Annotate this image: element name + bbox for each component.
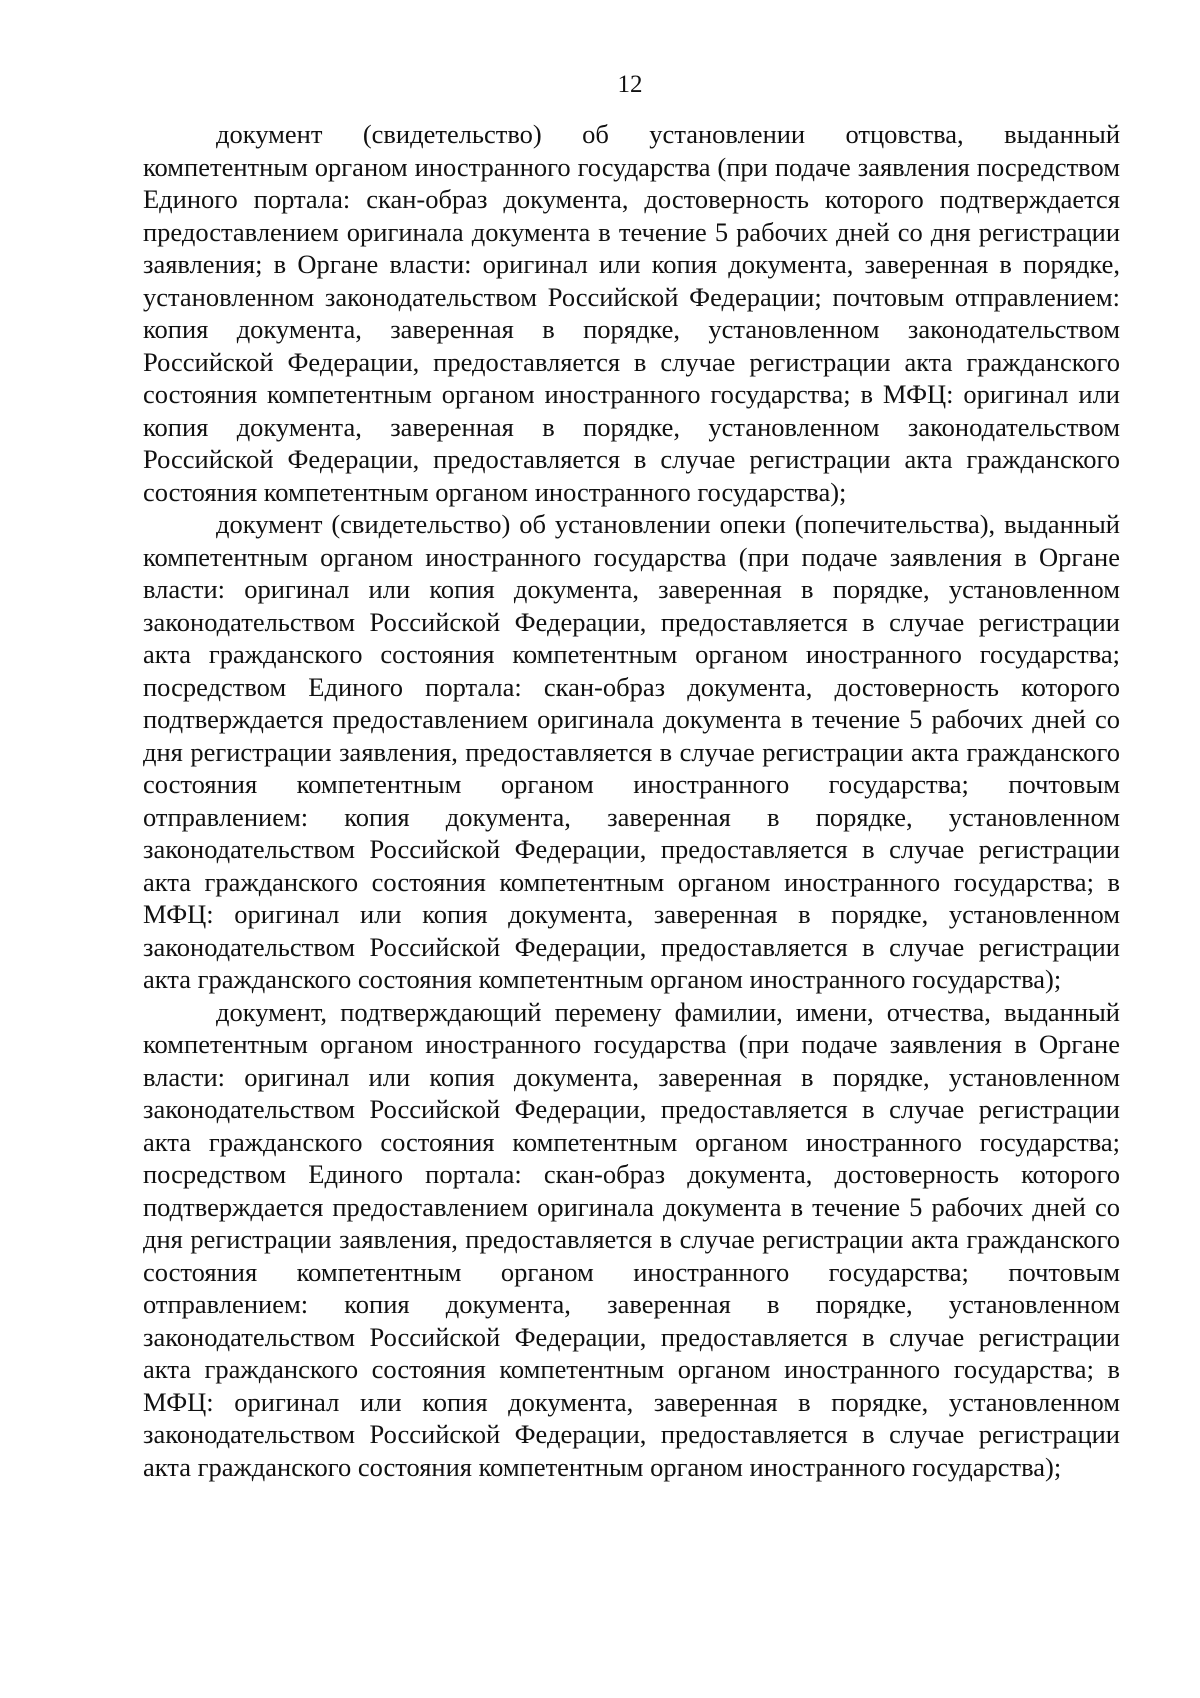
paragraph-name-change-document: документ, подтверждающий перемену фамилии, имени, отчества, выданный компетентным органом иностранного государства (при подаче заявления в Органе власти: оригинал или копия документа, заверенная в порядке, установленном законодательством Российской Федерации, предоставляется в случае регистрации акта гражданского состояния компетентным органом иностранного государства; посредством Единого портала: скан-образ документа, достоверность которого подтверждается предоставлением оригинала документа в течение 5 рабочих дней со дня регистрации заявления, предоставляется в случае регистрации акта гражданского состояния компетентным органом иностранного государства; почтовым отправлением: копия документа, заверенная в порядке, установленном законодательством Российской Федерации, предоставляется в случае регистрации акта гражданского состояния компетентным органом иностранного государства; в МФЦ: оригинал или копия документа, заверенная в порядке, установленном законодательством Российской Федерации, предоставляется в случае регистрации акта гражданского состояния компетентным органом иностранного государства); [143,996,1120,1482]
paragraph-paternity-document: документ (свидетельство) об установлении отцовства, выданный компетентным органом иностранного государства (при подаче заявления посредством Единого портала: скан-образ документа, достоверность которого подтверждается предоставлением оригинала документа в течение 5 рабочих дней со дня регистрации заявления; в Органе власти: оригинал или копия документа, заверенная в порядке, установленном законодательством Российской Федерации; почтовым отправлением: копия документа, заверенная в порядке, установленном законодательством Российской Федерации, предоставляется в случае регистрации акта гражданского состояния компетентным органом иностранного государства; в МФЦ: оригинал или копия документа, заверенная в порядке, установленном законодательством Российской Федерации, предоставляется в случае регистрации акта гражданского состояния компетентным органом иностранного государства); [143,119,1120,507]
document-body [143,118,1120,1483]
page-number: 12 [617,71,643,98]
paragraph-guardianship-document: документ (свидетельство) об установлении опеки (попечительства), выданный компетентным органом иностранного государства (при подаче заявления в Органе власти: оригинал или копия документа, заверенная в порядке, установленном законодательством Российской Федерации, предоставляется в случае регистрации акта гражданского состояния компетентным органом иностранного государства; посредством Единого портала: скан-образ документа, достоверность которого подтверждается предоставлением оригинала документа в течение 5 рабочих дней со дня регистрации заявления, предоставляется в случае регистрации акта гражданского состояния компетентным органом иностранного государства; почтовым отправлением: копия документа, заверенная в порядке, установленном законодательством Российской Федерации, предоставляется в случае регистрации акта гражданского состояния компетентным органом иностранного государства; в МФЦ: оригинал или копия документа, заверенная в порядке, установленном законодательством Российской Федерации, предоставляется в случае регистрации акта гражданского состояния компетентным органом иностранного государства); [143,509,1120,994]
